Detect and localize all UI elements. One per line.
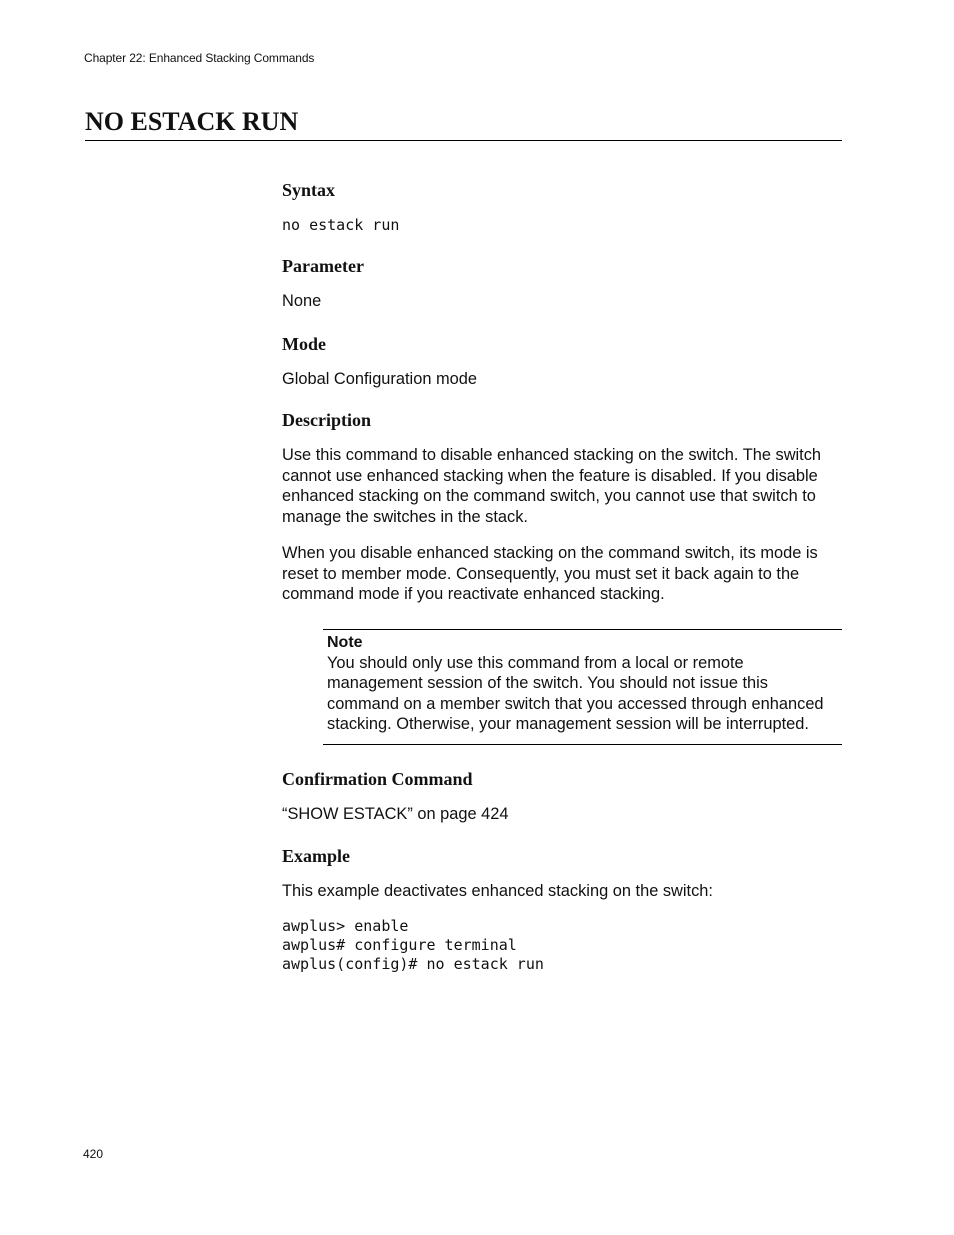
page-number: 420 xyxy=(83,1147,104,1161)
note-label: Note xyxy=(327,633,363,651)
note-box xyxy=(323,629,842,745)
mode-heading: Mode xyxy=(282,333,326,354)
description-paragraph: When you disable enhanced stacking on the command switch, its mode is reset to member mode. Consequently, you must set it back again to the command mode if you reactivate enhanced stacking. xyxy=(282,544,818,603)
note-text: You should only use this command from a local or remote management session of the switch. You should not issue this command on a member switch that you accessed through enhanced stacking. Otherwise, your management session will be interrupted. xyxy=(327,653,824,733)
confirmation-heading: Confirmation Command xyxy=(282,768,473,789)
example-heading: Example xyxy=(282,846,351,866)
example-code-line: awplus# configure terminal xyxy=(282,935,517,954)
description-heading: Description xyxy=(282,410,371,430)
parameter-heading: Parameter xyxy=(282,256,364,276)
running-header: Chapter 22: Enhanced Stacking Commands xyxy=(84,51,315,65)
example-code-line: awplus> enable xyxy=(282,916,409,935)
example-code-line: awplus(config)# no estack run xyxy=(282,954,544,973)
example-text: This example deactivates enhanced stacking on the switch: xyxy=(282,882,713,900)
description-paragraph: Use this command to disable enhanced stacking on the switch. The switch cannot use enhanced stacking when the feature is disabled. If you disable enhanced stacking on the command switch, you cannot use that switch to manage the switches in the stack. xyxy=(282,446,822,526)
confirmation-link[interactable]: “SHOW ESTACK” on page 424 xyxy=(282,804,509,823)
content-column xyxy=(282,178,842,974)
page-title: NO ESTACK RUN xyxy=(85,107,299,136)
mode-text: Global Configuration mode xyxy=(282,369,477,388)
syntax-code: no estack run xyxy=(282,216,400,234)
syntax-heading: Syntax xyxy=(282,180,336,200)
parameter-text: None xyxy=(282,292,322,310)
title-rule xyxy=(85,140,842,141)
